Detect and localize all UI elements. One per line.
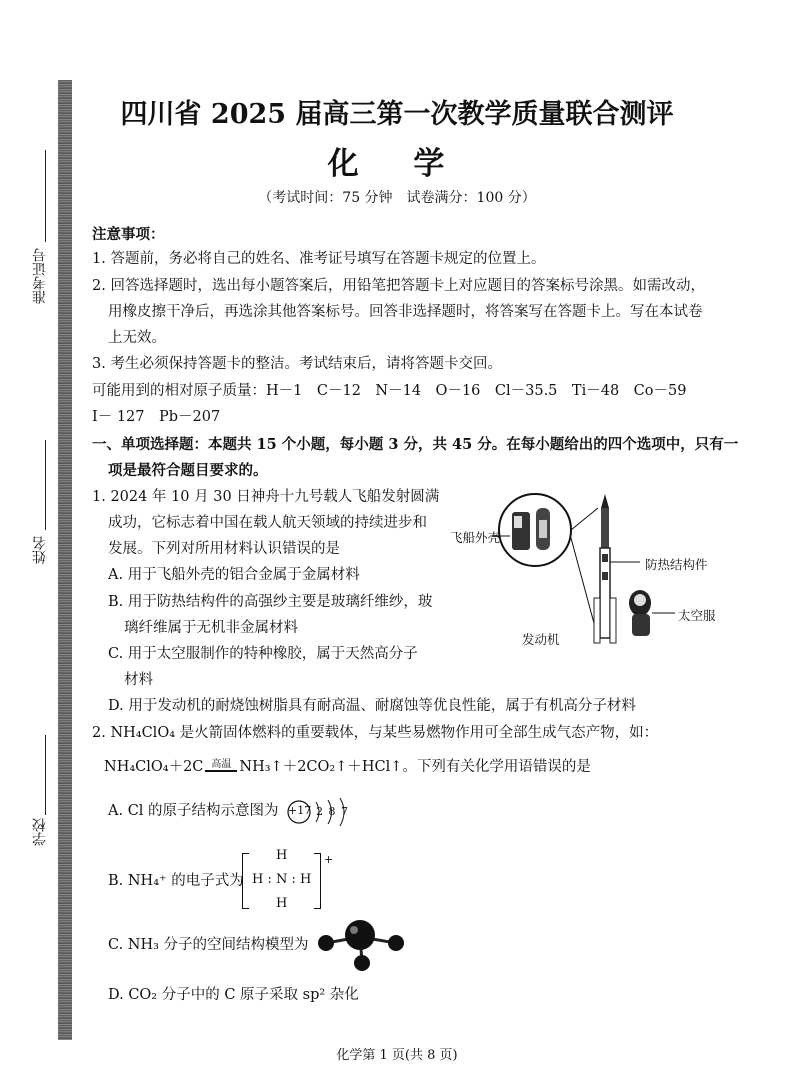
label-spacecraft-shell: 飞船外壳: [450, 530, 501, 545]
atomic-masses-line: 可能用到的相对原子质量：H－1 C－12 N－14 O－16 Cl－35.5 Ti－48 Co－59: [92, 383, 687, 399]
q1-option-d: D. 用于发动机的耐烧蚀树脂具有耐高温、耐腐蚀等优良性能，属于有机高分子材料: [108, 698, 636, 714]
section-heading: 项是最符合题目要求的。: [108, 462, 268, 479]
charge-plus: +: [324, 853, 334, 866]
school-label: 学校: [32, 818, 48, 846]
label-engine: 发动机: [522, 632, 560, 647]
q1-option-c-cont: 材料: [124, 672, 153, 688]
q2-equation: [104, 755, 591, 780]
rocket-illustration: [450, 488, 780, 658]
exam-title: 四川省 2025 届高三第一次教学质量联合测评: [120, 99, 674, 130]
notes-heading: 注意事项：: [92, 226, 165, 243]
q1-stem: 1. 2024 年 10 月 30 日神舟十九号载人飞船发射圆满: [92, 489, 440, 505]
note-item: 3. 考生必须保持答题卡的整洁。考试结束后，请将答题卡交回。: [92, 356, 502, 372]
note-item: 上无效。: [108, 330, 166, 346]
nh4-electron-formula: [242, 845, 332, 911]
binding-strip: [58, 80, 72, 1040]
left-bracket: [242, 853, 249, 909]
exam-info: （考试时间：75 分钟 试卷满分：100 分）: [258, 190, 536, 206]
q2-option-a: A. Cl 的原子结构示意图为: [108, 803, 279, 819]
nucleus-charge: +17: [288, 804, 312, 817]
q2-stem: 2. NH₄ClO₄ 是火箭固体燃料的重要载体，与某些易燃物作用可全部生成气态产物，如：: [92, 725, 659, 741]
hydrogen-top: H: [276, 848, 288, 863]
nh3-ball-model-icon: [312, 915, 412, 975]
subject-title: 化 学: [327, 146, 467, 182]
atomic-masses-line: I－ 127 Pb－207: [92, 409, 221, 425]
label-heat-shield: 防热结构件: [645, 557, 708, 572]
q1-option-b-cont: 璃纤维属于无机非金属材料: [124, 620, 298, 636]
label-spacesuit: 太空服: [678, 608, 716, 623]
equation-right: NH₃↑＋2CO₂↑＋HCl↑。下列有关化学用语错误的是: [239, 759, 591, 775]
nitrogen-row: H : N : H: [252, 872, 312, 887]
page-footer: 化学第 1 页(共 8 页): [336, 1048, 458, 1063]
q1-option-c: C. 用于太空服制作的特种橡胶，属于天然高分子: [108, 646, 418, 662]
equation-condition: 高温: [211, 759, 232, 770]
admission-number-label: 准考证号: [32, 248, 48, 304]
q2-option-c: C. NH₃ 分子的空间结构模型为: [108, 937, 309, 953]
right-bracket: [314, 853, 321, 909]
equation-arrow: [205, 760, 237, 780]
equation-left: NH₄ClO₄＋2C: [104, 759, 204, 775]
note-item: 2. 回答选择题时，选出每小题答案后，用铅笔把答题卡上对应题目的答案标号涂黑。如需改动，: [92, 278, 705, 294]
q1-stem: 发展。下列对所用材料认识错误的是: [108, 541, 340, 557]
school-line: [45, 735, 46, 815]
note-item: 用橡皮擦干净后，再选涂其他答案标号。回答非选择题时，将答案写在答题卡上。写在本试卷: [108, 304, 703, 320]
q1-option-b: B. 用于防热结构件的高强纱主要是玻璃纤维纱，玻: [108, 594, 433, 610]
cl-atom-diagram: [286, 796, 356, 828]
q1-stem: 成功，它标志着中国在载人航天领域的持续进步和: [108, 515, 427, 531]
q1-option-a: A. 用于飞船外壳的铝合金属于金属材料: [108, 567, 360, 583]
electron-shells: 2 8 7: [316, 805, 348, 818]
q2-option-d: D. CO₂ 分子中的 C 原子采取 sp² 杂化: [108, 987, 359, 1003]
name-label: 姓名: [32, 536, 48, 564]
rocket-figure: [450, 488, 780, 658]
name-line: [45, 440, 46, 530]
q2-option-b: B. NH₄⁺ 的电子式为: [108, 873, 244, 889]
section-heading: 一、单项选择题：本题共 15 个小题，每小题 3 分，共 45 分。在每小题给出的四个选项中，只有一: [92, 436, 739, 453]
note-item: 1. 答题前，务必将自己的姓名、准考证号填写在答题卡规定的位置上。: [92, 251, 546, 267]
equals-bar: [205, 770, 237, 772]
hydrogen-bottom: H: [276, 896, 288, 911]
